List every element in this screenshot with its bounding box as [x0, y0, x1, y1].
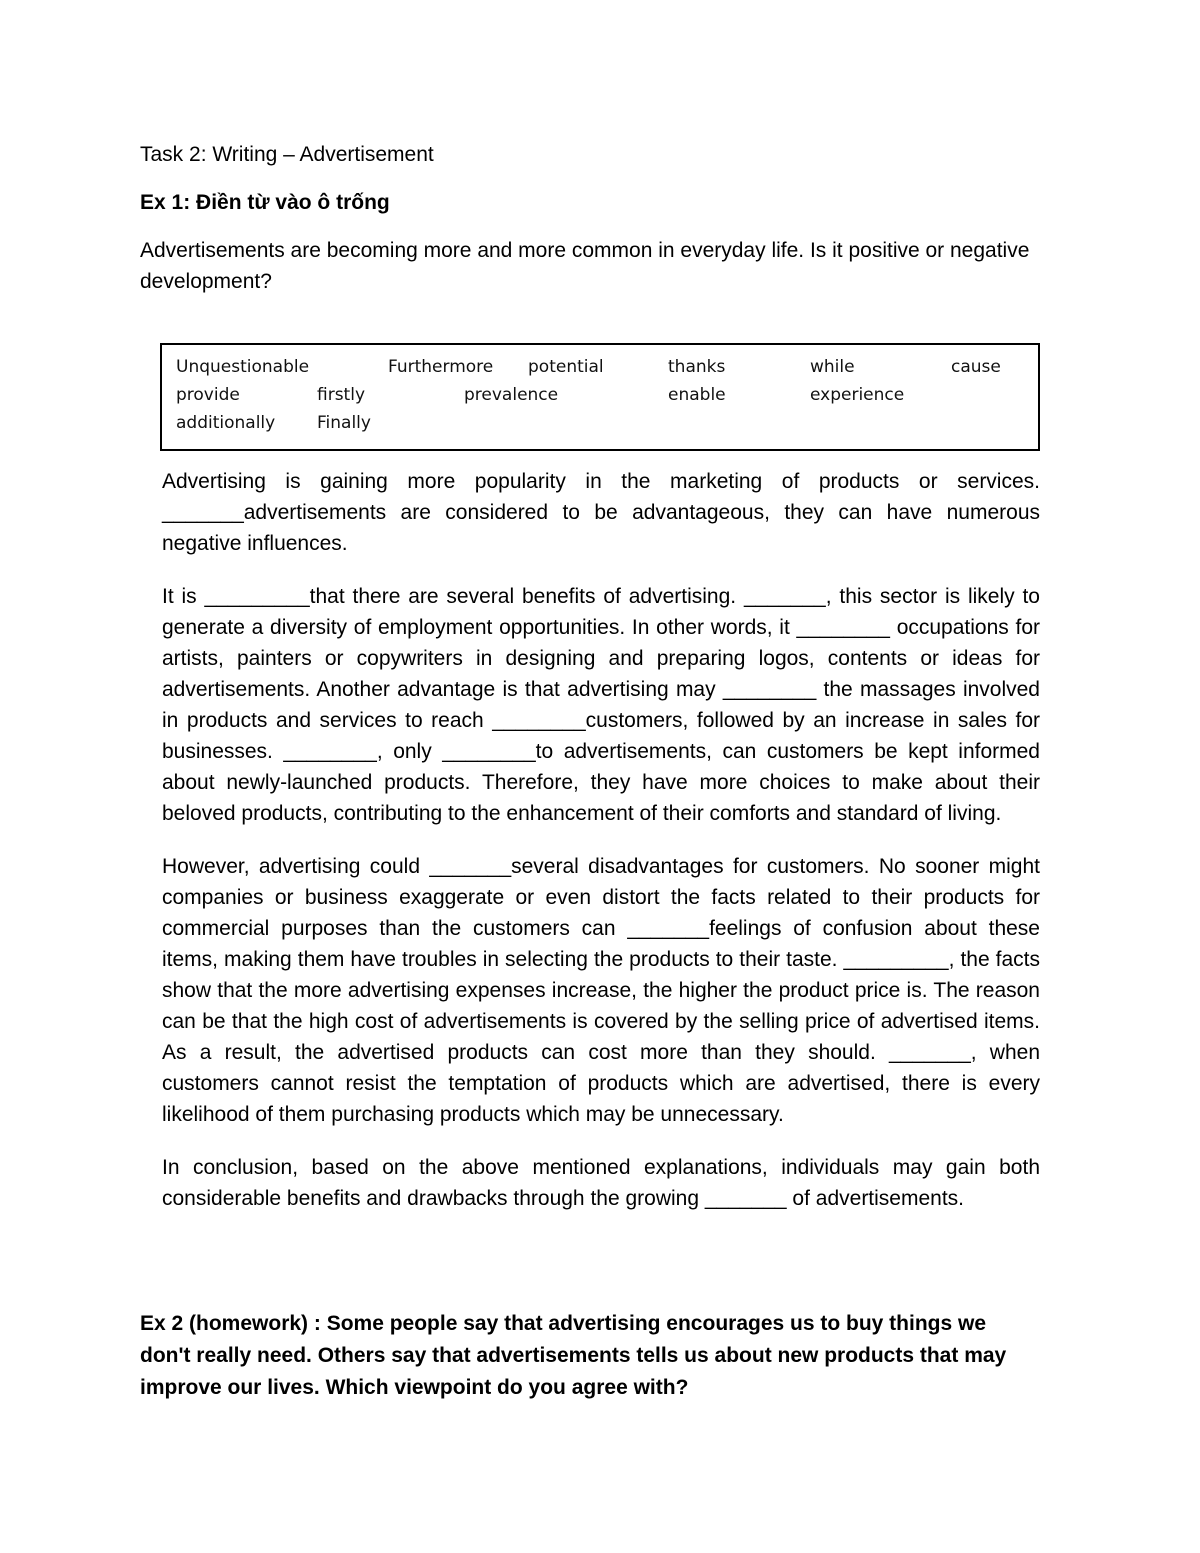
essay-paragraph: However, advertising could _______several disadvantages for customers. No sooner might companies or business exaggerate or even distort the facts related to their products for commercial purposes than the customers can _______feelings of confusion about these items, making them have troubles in selecting the products to their taste. _________, the facts show that the more advertising expenses increase, the higher the product price is. The reason can be that the high cost of advertisements is covered by the selling price of advertised items. As a result, the advertised products can cost more than they should. _______, when customers cannot resist the temptation of products which are advertised, there is every likelihood of them purchasing products which may be unnecessary.	[162, 855, 1040, 1126]
essay-prompt: Advertisements are becoming more and more common in everyday life. Is it positive or negative development?	[140, 239, 1030, 293]
task-title: Task 2: Writing – Advertisement	[140, 143, 434, 166]
word-bank-item: enable	[668, 385, 726, 405]
exercise-2-homework: Ex 2 (homework) : Some people say that advertising encourages us to buy things we don't really need. Others say that advertisements tells us about new products that may improve our lives. Which viewpoint do you agree with?	[140, 1312, 1007, 1399]
word-bank-item: potential	[528, 357, 604, 377]
word-bank-item: thanks	[668, 357, 726, 377]
word-bank-item: prevalence	[464, 385, 559, 405]
word-bank-item: additionally	[176, 413, 276, 433]
essay-paragraph: Advertising is gaining more popularity in the marketing of products or services. _______advertisements are considered to be advantageous, they can have numerous negative influences.	[162, 470, 1040, 555]
word-bank-item: Furthermore	[388, 357, 494, 377]
essay-body	[162, 466, 1040, 1236]
essay-paragraph: In conclusion, based on the above mentioned explanations, individuals may gain both considerable benefits and drawbacks through the growing _______ of advertisements.	[162, 1156, 1040, 1210]
word-bank-item: experience	[810, 385, 905, 405]
word-bank-item: firstly	[317, 385, 366, 405]
word-bank-item: cause	[951, 357, 1001, 377]
word-bank-item: Finally	[317, 413, 371, 433]
word-bank-item: Unquestionable	[176, 357, 310, 377]
exercise-1-heading: Ex 1: Điền từ vào ô trống	[140, 191, 390, 214]
word-bank-box	[160, 343, 1040, 451]
essay-paragraph: It is _________that there are several benefits of advertising. _______, this sector is likely to generate a diversity of employment opportunities. In other words, it ________ occupations for artists, painters or copywriters in designing and preparing logos, contents or ideas for advertisements. Another advantage is that advertising may ________ the massages involved in products and services to reach ________customers, followed by an increase in sales for businesses. ________, only ________to advertisements, can customers be kept informed about newly-launched products. Therefore, they have more choices to make about their beloved products, contributing to the enhancement of their comforts and standard of living.	[162, 585, 1040, 825]
word-bank-item: while	[810, 357, 855, 377]
word-bank-item: provide	[176, 385, 240, 405]
